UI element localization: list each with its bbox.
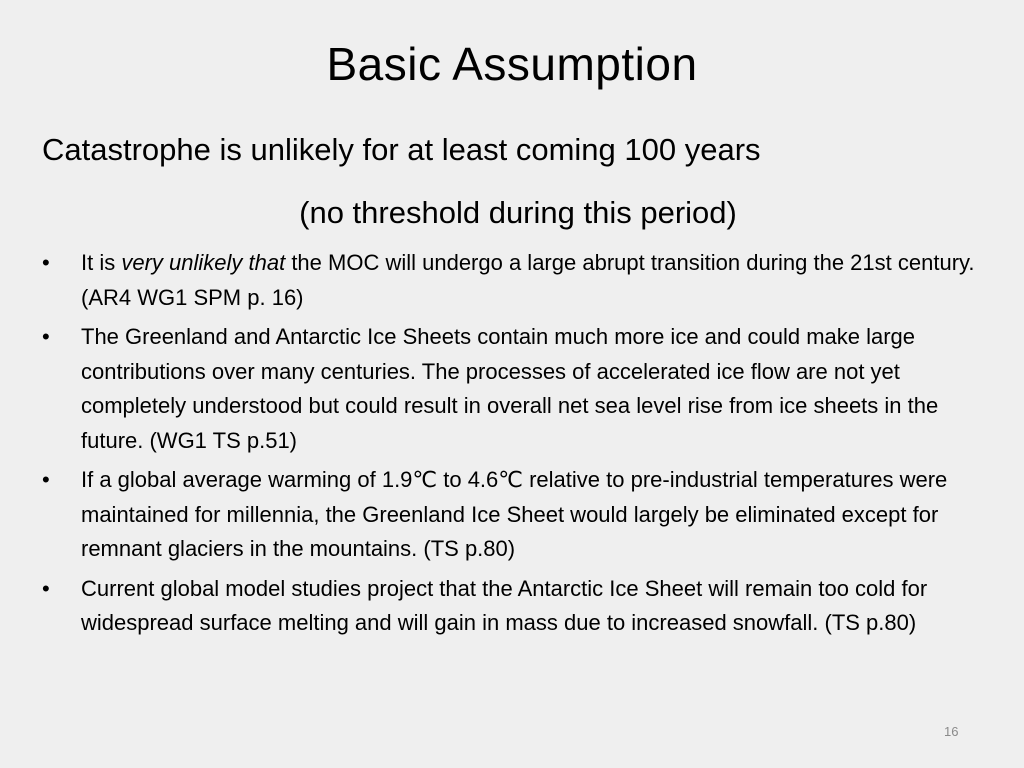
page-number: 16 (944, 724, 959, 739)
bullet-dot-icon: • (42, 575, 50, 601)
lead-statement: Catastrophe is unlikely for at least coming 100 years (42, 132, 761, 167)
slide-title: Basic Assumption (326, 38, 698, 90)
bullet-item (42, 572, 1002, 641)
bullet-text: If a global average warming of 1.9℃ to 4.6℃ relative to pre-industrial temperatures were maintained for millennia, the Greenland Ice Sheet would largely be eliminated except for remnant glaciers in the mountains. (TS p.80) (81, 467, 948, 561)
bullet-item (42, 246, 1002, 315)
bullet-text-prefix: It is (81, 250, 122, 275)
bullet-text-emphasis: very unlikely that (121, 250, 286, 275)
bullet-text-suffix: the MOC will undergo a large abrupt transition during the 21st century. (AR4 WG1 SPM p. 16) (81, 250, 975, 310)
bullet-dot-icon: • (42, 467, 50, 492)
bullet-item (42, 320, 1002, 458)
bullet-text: Current global model studies project that the Antarctic Ice Sheet will remain too cold for widespread surface melting and will gain in mass due to increased snowfall. (TS p.80) (81, 575, 928, 635)
lead-substatement: (no threshold during this period) (299, 195, 737, 230)
bullet-dot-icon: • (42, 250, 50, 275)
bullet-text: The Greenland and Antarctic Ice Sheets contain much more ice and could make large contributions over many centuries. The processes of accelerated ice flow are not yet completely understood but could result in overall net sea level rise from ice sheets in the future. (WG1 TS p.51) (81, 324, 939, 453)
bullet-dot-icon: • (42, 324, 50, 349)
bullet-item (42, 463, 1002, 567)
bullet-list (42, 246, 1002, 646)
